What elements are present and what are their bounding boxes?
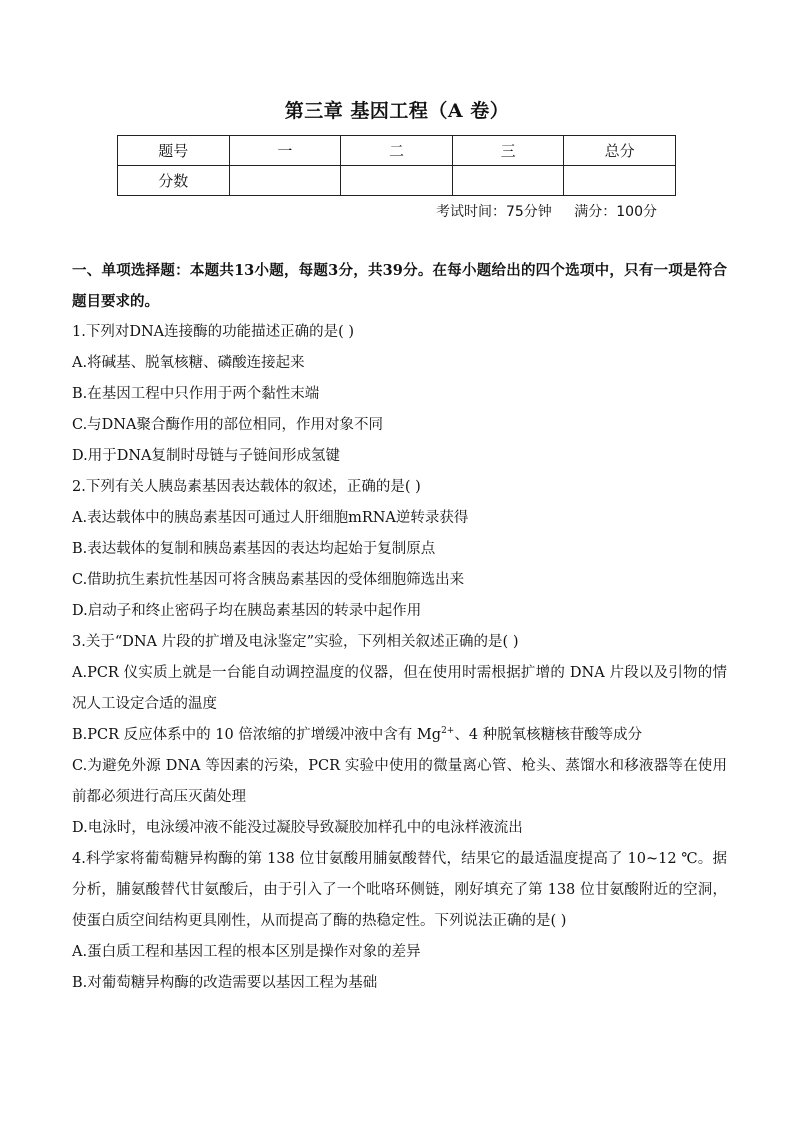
exam-time: 考试时间：75分钟 [435,204,552,220]
score-table-score-row [118,166,676,196]
question-option: C.为避免外源 DNA 等因素的污染，PCR 实验中使用的微量离心管、枪头、蒸馏水和移液器等在使用前都必须进行高压灭菌处理 [72,758,727,805]
score-cell: 总分 [564,136,676,166]
page-title: 第三章 基因工程（A 卷） [284,100,510,122]
score-cell: 一 [229,136,341,166]
question-option: B.表达载体的复制和胰岛素基因的表达均起始于复制原点 [72,541,436,557]
question-option: C.与DNA聚合酶作用的部位相同，作用对象不同 [72,417,383,433]
score-table [117,135,676,196]
score-cell: 三 [452,136,564,166]
score-entry-cell [452,166,564,196]
question-option: A.表达载体中的胰岛素基因可通过人肝细胞mRNA逆转录获得 [72,510,469,526]
score-table-header-row [118,136,676,166]
question-option: D.用于DNA复制时母链与子链间形成氢键 [72,448,341,464]
question-option: D.启动子和终止密码子均在胰岛素基因的转录中起作用 [72,603,422,619]
full-score: 满分：100分 [574,204,657,220]
score-cell: 题号 [118,136,230,166]
question-option: D.电泳时，电泳缓冲液不能没过凝胶导致凝胶加样孔中的电泳样液流出 [72,820,523,836]
section-heading: 一、单项选择题：本题共13小题，每题3分，共39分。在每小题给出的四个选项中，只有一项是符合题目要求的。 [72,262,727,310]
question-option: A.蛋白质工程和基因工程的根本区别是操作对象的差异 [72,944,421,960]
question-option [72,720,727,751]
question-stem: 2.下列有关人胰岛素基因表达载体的叙述，正确的是( ) [72,479,421,495]
exam-info [436,201,657,221]
questions-body [72,317,727,999]
superscript: 2+ [441,726,455,737]
question-option: C.借助抗生素抗性基因可将含胰岛素基因的受体细胞筛选出来 [72,572,465,588]
score-cell: 二 [341,136,453,166]
question-option: B.在基因工程中只作用于两个黏性末端 [72,386,320,402]
question-option: A.将碱基、脱氧核糖、磷酸连接起来 [72,355,305,371]
score-entry-cell [229,166,341,196]
score-entry-cell [341,166,453,196]
option-text: B.PCR 反应体系中的 10 倍浓缩的扩增缓冲液中含有 Mg [72,727,442,743]
score-cell: 分数 [118,166,230,196]
question-stem: 3.关于“DNA 片段的扩增及电泳鉴定”实验，下列相关叙述正确的是( ) [72,634,519,650]
question-stem: 1.下列对DNA连接酶的功能描述正确的是( ) [72,324,355,340]
question-option: B.对葡萄糖异构酶的改造需要以基因工程为基础 [72,975,378,991]
score-entry-cell [564,166,676,196]
question-option: A.PCR 仪实质上就是一台能自动调控温度的仪器，但在使用时需根据扩增的 DNA 片段以及引物的情况人工设定合适的温度 [72,665,727,712]
option-text: 、4 种脱氧核糖核苷酸等成分 [454,727,643,743]
question-stem: 4.科学家将葡萄糖异构酶的第 138 位甘氨酸用脯氨酸替代，结果它的最适温度提高了 10~12 ℃。据分析，脯氨酸替代甘氨酸后，由于引入了一个吡咯环侧链，刚好填充了第 138 位甘氨酸附近的空洞，使蛋白质空间结构更具刚性，从而提高了酶的热稳定性。下列说法正确的是( ) [72,851,727,929]
